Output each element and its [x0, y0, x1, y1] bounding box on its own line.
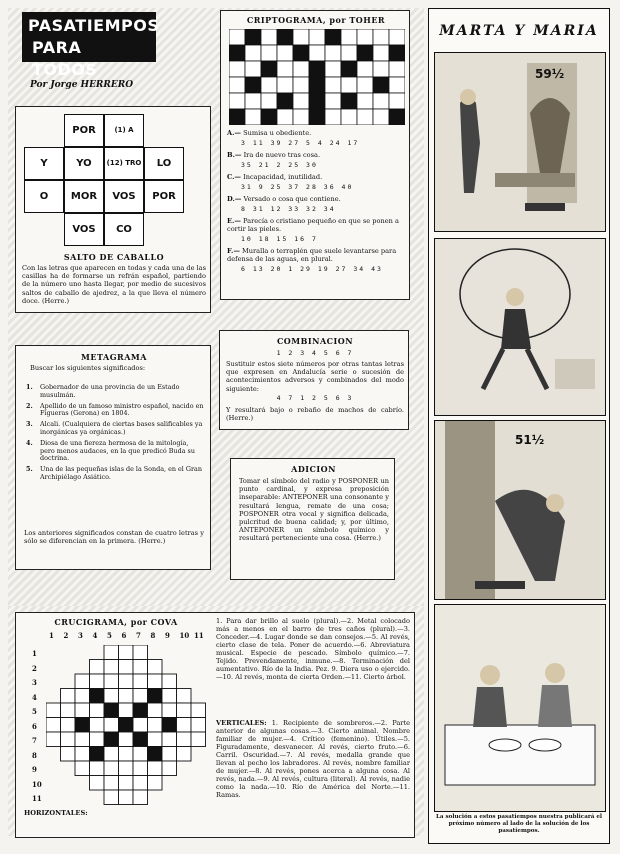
- crypto-black-cell: [245, 77, 261, 93]
- adicion-text: Tomar el símbolo del radio y POSPONER un punto cardinal, y expresa preposición inseparable: ANTEPONER una consonante y resultará lengua, remate de una cosa; POSPONER otra vocal y significa delicada, pulcritud de buena calidad; y, por último, ANTEPONER un símbolo químico y resultará perteneciente una cosa. (Herre.): [239, 477, 389, 543]
- knight-cell: (1) A: [104, 114, 144, 147]
- crypto-cell: [357, 77, 373, 93]
- crucigrama-verticales: [216, 719, 410, 837]
- crypto-cell: [293, 93, 309, 109]
- crossword-cell: [119, 689, 134, 704]
- criptograma-grid: [229, 29, 405, 125]
- crossword-cell: [104, 674, 119, 689]
- crossword-cell: [90, 718, 105, 733]
- item-text: Una de las pequeñas islas de la Sonda, en el Gran Archipiélago Asiático.: [40, 465, 202, 481]
- clue-text: [227, 129, 407, 137]
- knight-cell: POR: [64, 114, 104, 147]
- crypto-black-cell: [261, 61, 277, 77]
- crypto-cell: [293, 77, 309, 93]
- clue-text: [227, 217, 407, 233]
- crossword-cell: [177, 718, 192, 733]
- crypto-cell: [325, 61, 341, 77]
- crucigrama-col-number: 1: [49, 631, 54, 640]
- crucigrama-row-number: 10: [32, 779, 42, 789]
- knight-cell: VOS: [104, 180, 144, 213]
- crossword-cell: [104, 645, 119, 660]
- combinacion-title: COMBINACION: [276, 336, 354, 346]
- knight-cell: MOR: [64, 180, 104, 213]
- crypto-cell: [341, 77, 357, 93]
- crossword-cell: [133, 747, 148, 762]
- comic-caption: La solución a estos pasatiempos nuestra publicará el próximo número al lado de la solución de los pasatiempos.: [435, 814, 603, 834]
- crossword-cell: [104, 660, 119, 675]
- clue-definition: Ira de nuevo tras cosa.: [241, 151, 321, 159]
- crypto-cell: [229, 29, 245, 45]
- criptograma-title: CRIPTOGRAMA, por TOHER: [246, 15, 386, 25]
- crypto-black-cell: [341, 61, 357, 77]
- knight-cell: O: [24, 180, 64, 213]
- comic-panel-3: [434, 420, 606, 600]
- crossword-cell: [148, 732, 163, 747]
- crossword-cell: [133, 761, 148, 776]
- crucigrama-row-number: 2: [32, 663, 37, 673]
- crypto-cell: [245, 45, 261, 61]
- crossword-cell: [119, 660, 134, 675]
- clue-label: B.—: [227, 151, 242, 159]
- crossword-cell: [90, 703, 105, 718]
- criptograma-panel: [220, 10, 410, 300]
- crypto-cell: [341, 109, 357, 125]
- crossword-cell: [177, 732, 192, 747]
- crypto-cell: [261, 93, 277, 109]
- crucigrama-col-number: 8: [150, 631, 156, 640]
- crypto-cell: [245, 109, 261, 125]
- knight-cell: (12) TRO: [104, 147, 144, 180]
- clue-text: [227, 195, 407, 203]
- crossword-black-cell: [104, 703, 119, 718]
- clue-label: E.—: [227, 217, 241, 225]
- crucigrama-col-number: 5: [107, 631, 112, 640]
- crypto-cell: [277, 77, 293, 93]
- crucigrama-grid: [46, 645, 206, 805]
- clue-definition: Muralla o terraplén que suele levantarse para defensa de las aguas, en plural.: [227, 247, 397, 263]
- crossword-cell: [46, 718, 61, 733]
- crossword-cell: [162, 703, 177, 718]
- knight-cell: POR: [144, 180, 184, 213]
- crucigrama-row-number: 5: [32, 707, 37, 716]
- crossword-cell: [119, 776, 134, 791]
- knight-cell: Y: [24, 147, 64, 180]
- crossword-cell: [119, 674, 134, 689]
- crypto-cell: [357, 93, 373, 109]
- crossword-cell: [133, 674, 148, 689]
- crypto-cell: [373, 93, 389, 109]
- crossword-cell: [133, 660, 148, 675]
- crossword-cell: [177, 747, 192, 762]
- clue-definition: Incapacidad, inutilidad.: [241, 173, 323, 181]
- crossword-cell: [162, 674, 177, 689]
- knight-cell: CO: [104, 213, 144, 246]
- crypto-cell: [389, 93, 405, 109]
- crypto-cell: [293, 29, 309, 45]
- crucigrama-row-number: 11: [32, 794, 42, 803]
- crossword-black-cell: [90, 689, 105, 704]
- comic-panel-1: [434, 52, 606, 232]
- page-title: [22, 12, 160, 79]
- crucigrama-row-number: 8: [32, 750, 37, 760]
- crypto-cell: [245, 93, 261, 109]
- crypto-black-cell: [293, 45, 309, 61]
- crucigrama-row-number: 9: [32, 765, 37, 774]
- crypto-cell: [229, 77, 245, 93]
- weight-label-1: 59½: [535, 67, 565, 81]
- crossword-cell: [133, 718, 148, 733]
- crypto-cell: [325, 109, 341, 125]
- crypto-cell: [261, 29, 277, 45]
- crypto-cell: [373, 109, 389, 125]
- author: Por Jorge HERRERO: [30, 80, 134, 90]
- adicion-panel: [230, 458, 395, 580]
- crucigrama-col-number: 3: [78, 631, 83, 640]
- crypto-cell: [325, 45, 341, 61]
- clue-numbers: 3 11 39 27 5 4 24 17: [241, 139, 360, 147]
- crypto-black-cell: [309, 77, 325, 93]
- metagrama-footer: Los anteriores significados constan de cuatro letras y sólo se diferencian en la primera. (Herre.): [24, 529, 204, 546]
- crucigrama-row-number: 3: [32, 678, 37, 687]
- clue-label: A.—: [227, 129, 242, 137]
- crypto-black-cell: [309, 109, 325, 125]
- title-line-1: PASATIEMPOS: [28, 16, 160, 35]
- crypto-cell: [373, 29, 389, 45]
- crucigrama-col-number: 4: [92, 631, 98, 640]
- metagrama-item: [26, 384, 204, 400]
- crucigrama-horizontales: [24, 809, 214, 817]
- combinacion-panel: [219, 330, 409, 430]
- crossword-cell: [61, 747, 76, 762]
- crypto-cell: [389, 61, 405, 77]
- item-number: 1.: [26, 383, 33, 391]
- crossword-cell: [46, 703, 61, 718]
- clue-definition: Versado o cosa que contiene.: [241, 195, 341, 203]
- crypto-black-cell: [245, 29, 261, 45]
- item-number: 2.: [26, 401, 33, 410]
- criptograma-clue: [227, 129, 407, 147]
- crucigrama-col-number: 9: [165, 631, 170, 640]
- crypto-cell: [277, 61, 293, 77]
- crypto-cell: [389, 77, 405, 93]
- criptograma-clue: [227, 217, 407, 243]
- salto-caballo-text: Con las letras que aparecen en todas y cada una de las casillas ha de formarse un refrán español, partiendo de la número uno hasta llegar, por medio de sucesivos saltos de caballo de ajedrez, a la que lleva el número doce. (Herre.): [22, 264, 206, 305]
- clue-text: [227, 173, 407, 181]
- crossword-cell: [133, 645, 148, 660]
- metagrama-item: [26, 440, 204, 463]
- item-text: Gobernador de una provincia de un Estado musulmán.: [40, 383, 180, 399]
- crossword-cell: [119, 747, 134, 762]
- crucigrama-col-number: 10: [179, 631, 190, 640]
- crucigrama-col-number: 11: [194, 631, 204, 640]
- clue-numbers: 6 13 20 1 29 19 27 34 43: [241, 265, 383, 273]
- crypto-black-cell: [325, 29, 341, 45]
- crossword-cell: [61, 718, 76, 733]
- crossword-cell: [177, 703, 192, 718]
- crypto-black-cell: [389, 109, 405, 125]
- crypto-cell: [229, 61, 245, 77]
- crypto-cell: [389, 29, 405, 45]
- crossword-cell: [191, 703, 206, 718]
- knight-cell: YO: [64, 147, 104, 180]
- crossword-cell: [90, 660, 105, 675]
- crossword-cell: [177, 689, 192, 704]
- crypto-cell: [357, 61, 373, 77]
- verticales-label: VERTICALES:: [216, 719, 267, 727]
- crucigrama-row-number: 6: [32, 721, 37, 731]
- clue-definition: Sumisa u obediente.: [241, 129, 312, 137]
- crossword-black-cell: [148, 689, 163, 704]
- crypto-black-cell: [277, 93, 293, 109]
- comic-title: MARTA Y MARIA: [439, 23, 599, 39]
- criptograma-clue: [227, 195, 407, 213]
- crossword-cell: [90, 732, 105, 747]
- crossword-cell: [75, 703, 90, 718]
- crypto-black-cell: [373, 77, 389, 93]
- combinacion-numbers-2: 4 7 1 2 5 6 3: [276, 394, 354, 402]
- comic-panel-4: [434, 604, 606, 812]
- clue-text: [227, 151, 407, 159]
- crossword-cell: [119, 732, 134, 747]
- crypto-cell: [277, 109, 293, 125]
- crossword-cell: [119, 645, 134, 660]
- crypto-cell: [229, 93, 245, 109]
- crossword-cell: [191, 718, 206, 733]
- crypto-cell: [373, 45, 389, 61]
- crypto-black-cell: [261, 109, 277, 125]
- comic-illustration-3: [435, 421, 605, 599]
- crossword-black-cell: [162, 718, 177, 733]
- criptograma-clue: [227, 151, 407, 169]
- crossword-cell: [90, 761, 105, 776]
- crypto-cell: [341, 29, 357, 45]
- crossword-cell: [133, 689, 148, 704]
- comic-illustration-1: [435, 53, 605, 231]
- crossword-cell: [148, 674, 163, 689]
- crypto-black-cell: [389, 45, 405, 61]
- crypto-black-cell: [229, 109, 245, 125]
- clue-label: F.—: [227, 247, 240, 255]
- clue-definition: Parecía o cristiano pequeño en que se ponen a cortir las pieles.: [227, 217, 399, 233]
- crypto-black-cell: [229, 45, 245, 61]
- metagrama-panel: [15, 345, 211, 570]
- crossword-cell: [90, 674, 105, 689]
- salto-caballo-panel: [15, 106, 211, 313]
- crossword-cell: [162, 732, 177, 747]
- metagrama-item: [26, 403, 204, 419]
- crossword-cell: [75, 732, 90, 747]
- crossword-cell: [119, 761, 134, 776]
- crossword-cell: [75, 674, 90, 689]
- crossword-cell: [104, 790, 119, 805]
- metagrama-title: METAGRAMA: [81, 352, 147, 362]
- crossword-cell: [162, 761, 177, 776]
- crossword-cell: [61, 689, 76, 704]
- metagrama-item: [26, 421, 204, 437]
- crossword-black-cell: [148, 747, 163, 762]
- crossword-black-cell: [104, 732, 119, 747]
- crossword-cell: [61, 703, 76, 718]
- combinacion-text: Sustituir estos siete números por otras tantas letras que expresen en Andalucía serie o sucesión de acontecimientos adversos y combinados del modo siguiente:: [226, 360, 404, 393]
- adicion-title: ADICION: [291, 464, 336, 474]
- crucigrama-row-numbers: [32, 647, 44, 807]
- crypto-cell: [341, 45, 357, 61]
- crossword-black-cell: [90, 747, 105, 762]
- crossword-cell: [46, 732, 61, 747]
- crypto-black-cell: [309, 61, 325, 77]
- crossword-cell: [133, 776, 148, 791]
- crypto-cell: [293, 61, 309, 77]
- crossword-cell: [104, 689, 119, 704]
- crypto-black-cell: [341, 93, 357, 109]
- clue-text: [227, 247, 407, 263]
- crypto-black-cell: [277, 29, 293, 45]
- crossword-cell: [75, 689, 90, 704]
- crossword-cell: [162, 747, 177, 762]
- crypto-cell: [325, 77, 341, 93]
- crossword-cell: [162, 689, 177, 704]
- crucigrama-col-number: 7: [136, 631, 141, 640]
- clue-numbers: 31 9 25 37 28 36 40: [241, 183, 354, 191]
- crossword-cell: [61, 732, 76, 747]
- crossword-black-cell: [119, 718, 134, 733]
- crucigrama-row-number: 7: [32, 736, 37, 745]
- crossword-cell: [104, 747, 119, 762]
- crossword-cell: [148, 761, 163, 776]
- crypto-cell: [309, 45, 325, 61]
- metagrama-intro: Buscar los siguientes significados:: [30, 364, 146, 372]
- crossword-cell: [104, 761, 119, 776]
- item-number: 3.: [26, 420, 33, 429]
- crossword-cell: [90, 776, 105, 791]
- crossword-cell: [75, 747, 90, 762]
- crucigrama-col-number: 2: [63, 631, 69, 640]
- crypto-cell: [277, 45, 293, 61]
- crossword-cell: [148, 660, 163, 675]
- crossword-cell: [148, 776, 163, 791]
- crypto-cell: [261, 45, 277, 61]
- crossword-cell: [148, 718, 163, 733]
- item-text: Apellido de un famoso ministro español, nacido en Figueras (Gerona) en 1804.: [40, 401, 204, 418]
- clue-numbers: 35 21 2 25 30: [241, 161, 318, 169]
- item-text: Alcali. (Cualquiera de ciertas bases salificables ya inorgánicas ya orgánicas.): [40, 420, 203, 436]
- salto-caballo-title: SALTO DE CABALLO: [63, 252, 165, 262]
- clue-label: C.—: [227, 173, 242, 181]
- crossword-cell: [148, 703, 163, 718]
- crypto-cell: [261, 77, 277, 93]
- crossword-cell: [104, 718, 119, 733]
- criptograma-clues: [227, 129, 407, 277]
- metagrama-item: [26, 466, 204, 482]
- crossword-cell: [119, 790, 134, 805]
- knight-cell: VOS: [64, 213, 104, 246]
- crossword-cell: [191, 732, 206, 747]
- crossword-cell: [119, 703, 134, 718]
- crypto-cell: [357, 29, 373, 45]
- item-number: 5.: [26, 465, 33, 474]
- criptograma-clue: [227, 247, 407, 273]
- horizontales-label: HORIZONTALES:: [24, 809, 88, 817]
- criptograma-clue: [227, 173, 407, 191]
- crossword-black-cell: [133, 732, 148, 747]
- weight-label-2: 51½: [515, 433, 545, 447]
- crypto-cell: [373, 61, 389, 77]
- crossword-cell: [133, 790, 148, 805]
- crucigrama-title: CRUCIGRAMA, por COVA: [54, 617, 178, 627]
- clue-label: D.—: [227, 195, 242, 203]
- item-number: 4.: [26, 438, 33, 447]
- crypto-black-cell: [357, 45, 373, 61]
- combinacion-numbers: 1 2 3 4 5 6 7: [276, 349, 354, 357]
- comic-illustration-4: [435, 605, 605, 811]
- knight-cell: LO: [144, 147, 184, 180]
- crucigrama-col-number: 6: [121, 631, 127, 640]
- title-line-2: PARA TODOS: [32, 38, 98, 79]
- crossword-black-cell: [133, 703, 148, 718]
- crypto-black-cell: [309, 93, 325, 109]
- crucigrama-panel: [15, 612, 415, 838]
- crypto-cell: [293, 109, 309, 125]
- verticales-text: 1. Recipiente de sombreros.—2. Parte anterior de algunas cosas.—3. Cierto animal. Nombre familiar de mujer.—4. Crítico (femenino). Útiles.—5. Figuradamente, desvanecer. Al revés, cierto fruto.—6. Carril. Oscuridad.—7. Al revés, medalla grande que llevan al pecho los labradores. Al revés, nombre familiar de mujer.—8. Al revés, pones acerca a alguna cosa. Al revés, nada.—9. Al revés, cultura (literal). Al revés, nadie como la nada.—10. Río de América del Norte.—11. Ramas.: [216, 719, 410, 799]
- crossword-cell: [104, 776, 119, 791]
- crossword-cell: [75, 761, 90, 776]
- clue-numbers: 10 18 15 16 7: [241, 235, 318, 243]
- crypto-cell: [245, 61, 261, 77]
- comic-panel-2: [434, 238, 606, 416]
- crucigrama-horizontales-text: 1. Para dar brillo al suelo (plural).—2. Metal colocado más a menos en el barro de tres caños (plural).—3. Conceder.—4. Lugar donde se dan consejos.—5. Al revés, cierto clase de tela. Poner de acuerdo.—6. Abreviatura musical. Especie de pescado. Símbolo químico.—7. Tejido. Prevendamente, inmune.—8. Terminación del aumentativo. Río de la India. Pez. 9. Diera uso o ejercido.—10. Al revés, monta de cierta Orden.—11. Cierto árbol.: [216, 617, 410, 681]
- clue-numbers: 8 31 12 33 32 34: [241, 205, 336, 213]
- item-text: Diosa de una fiereza hermosa de la mitología, pero menos audaces, en la que predicó Buda su doctrina.: [40, 438, 195, 463]
- crucigrama-row-number: 1: [32, 649, 37, 658]
- crucigrama-row-number: 4: [32, 692, 37, 702]
- crypto-cell: [357, 109, 373, 125]
- metagrama-items: [26, 384, 204, 485]
- crucigrama-column-numbers: [46, 631, 206, 641]
- crypto-cell: [309, 29, 325, 45]
- comic-illustration-2: [435, 239, 605, 415]
- crossword-black-cell: [75, 718, 90, 733]
- crypto-cell: [325, 93, 341, 109]
- combinacion-footer: Y resultará bajo o rebaño de machos de cabrío. (Herre.): [226, 406, 404, 423]
